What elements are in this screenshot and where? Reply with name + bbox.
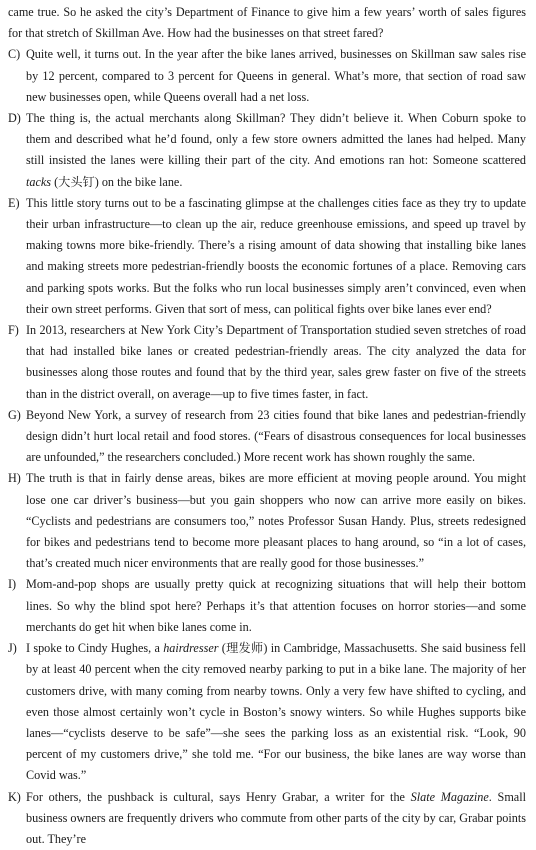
vocab-gloss: (理发师) — [218, 641, 268, 656]
paragraph-d — [8, 108, 526, 193]
paragraph-label: I) — [8, 577, 17, 592]
vocab-gloss: (大头钉) — [51, 174, 99, 189]
paragraph-label: K) — [8, 789, 21, 804]
paragraph-label: D) — [8, 111, 21, 126]
vocab-term: hairdresser — [163, 641, 219, 656]
paragraph-text: Beyond New York, a survey of research from 23 cities found that bike lanes and pedestrian-friendly design didn’t hurt local retail and food stores. (“Fears of disastrous consequences for local businesses are unfounded,” the researchers concluded.) More recent work has shown roughly the same. — [26, 407, 526, 465]
paragraph-label: H) — [8, 471, 21, 486]
paragraph-c — [8, 44, 526, 108]
vocab-term: tacks — [26, 174, 52, 189]
paragraph-j — [8, 638, 526, 786]
paragraph-text: For others, the pushback is cultural, says Henry Grabar, a writer for the Slate Magazine. Small business owners are frequently drivers who commute from other parts of the city by car, Grabar points out. They’re — [26, 789, 526, 846]
paragraph-label: G) — [8, 407, 21, 422]
paragraph-k — [8, 787, 526, 850]
paragraph-f — [8, 320, 526, 405]
intro-paragraph: came true. So he asked the city’s Department of Finance to give him a few years’ worth of sales figures for that stretch of Skillman Ave. How had the businesses on that street fared? — [8, 5, 526, 41]
paragraph-label: E) — [8, 195, 20, 210]
paragraph-text: Mom-and-pop shops are usually pretty quick at recognizing situations that will help their bottom lines. So why the blind spot here? Perhaps it’s that attention focuses on horror stories—and some merchants do get hit when bike lanes come in. — [26, 577, 526, 634]
paragraph-label: J) — [8, 641, 17, 656]
paragraph-label: F) — [8, 323, 19, 338]
paragraph-text: The truth is that in fairly dense areas, bikes are more efficient at moving people around. You might lose one car driver’s business—but you gain shoppers who now can arrive more easily on bikes. “Cyclists and pedestrians are consumers too,” notes Professor Susan Handy. Plus, streets redesigned for bikes and pedestrians tend to become more pleasant places to hang around, so “in a lot of cases, that’s created much nicer environments that are really good for those businesses.” — [26, 471, 526, 571]
paragraph-g — [8, 405, 526, 469]
paragraph-i — [8, 574, 526, 638]
paragraph-text: In 2013, researchers at New York City’s Department of Transportation studied seven stretches of road that had installed bike lanes or created pedestrian-friendly areas. The city analyzed the data for businesses along those routes and found that by the third year, sales grew faster on five of the streets than in the district overall, on average—up to five times faster, in fact. — [26, 323, 526, 401]
publication-title: Slate Magazine — [410, 789, 489, 804]
paragraph-text: This little story turns out to be a fascinating glimpse at the challenges cities face as they try to update their urban infrastructure—to clean up the air, reduce greenhouse emissions, and speed up travel by making towns more bike-friendly. There’s a rising amount of data showing that installing bike lanes and making streets more pedestrian-friendly boosts the economic fortunes of a place. Removing cars and parking spots works. But the folks who run local businesses simply aren’t convinced, even when their own street performs. Given that sort of mess, can political fights over bike lanes ever end? — [26, 195, 526, 316]
paragraph-h — [8, 468, 526, 574]
paragraph-text: I spoke to Cindy Hughes, a hairdresser (理发师) in Cambridge, Massachusetts. She said business fell by at least 40 percent when the city removed nearby parking to put in a bike lane. The majority of her customers drive, with many coming from nearby towns. Only a very few have shifted to cycling, and even those almost certainly won’t cycle in Boston’s snowy winters. So while Hughes supports bike lanes—“cyclists deserve to be safe”—she sees the parking loss as an existential risk. “Look, 90 percent of my customers drive,” she told me. “For our business, the bike lanes are way worse than Covid was.” — [26, 641, 526, 783]
paragraph-text: The thing is, the actual merchants along Skillman? They didn’t believe it. When Coburn spoke to them and described what he’d found, only a few store owners admitted the lanes had helped. Many still insisted the lanes were killing their part of the city. And emotions ran hot: Someone scattered tacks (大头钉) on the bike lane. — [26, 111, 526, 189]
paragraph-e — [8, 193, 526, 320]
paragraph-label: C) — [8, 47, 21, 62]
paragraph-text: Quite well, it turns out. In the year after the bike lanes arrived, businesses on Skillman saw sales rise by 12 percent, compared to 3 percent for Queens in general. What’s more, that section of road saw new businesses open, while Queens overall had a net loss. — [26, 47, 526, 104]
